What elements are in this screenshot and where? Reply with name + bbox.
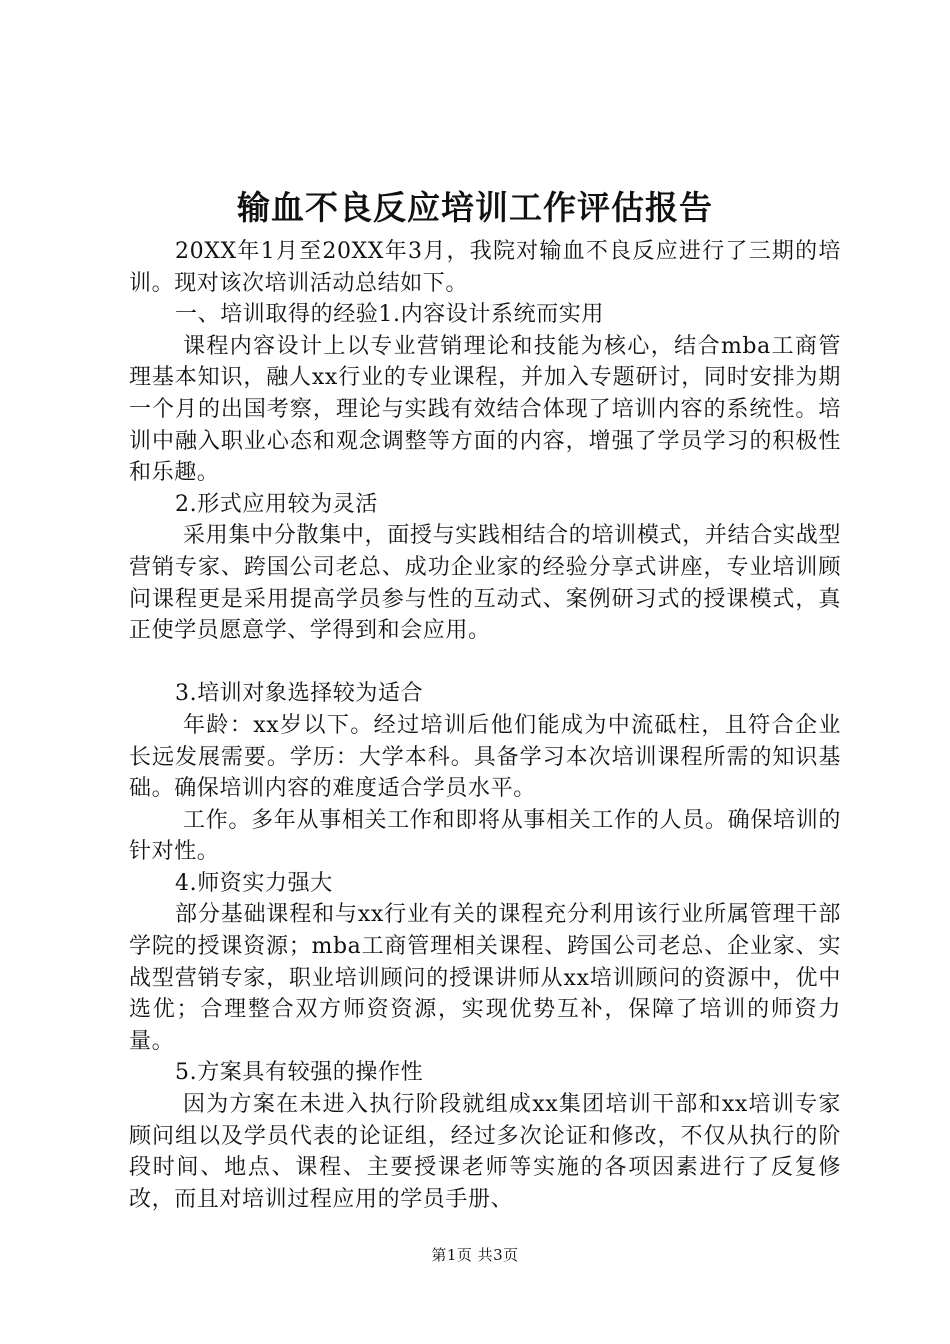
paragraph-spacer — [129, 647, 841, 679]
faculty-paragraph: 部分基础课程和与xx行业有关的课程充分利用该行业所属管理干部学院的授课资源；mba工商管理相关课程、跨国公司老总、企业家、实战型营销专家，职业培训顾问的授课讲师从xx培训顾问的资源中，优中选优；合理整合双方师资资源，实现优势互补，保障了培训的师资力量。 — [129, 902, 841, 1054]
section-heading-audience: 3.培训对象选择较为适合 — [175, 681, 424, 707]
section-heading-plan: 5.方案具有较强的操作性 — [175, 1060, 424, 1086]
document-body — [129, 236, 841, 1215]
document-title: 输血不良反应培训工作评估报告 — [237, 188, 713, 227]
section-heading-format: 2.形式应用较为灵活 — [175, 491, 378, 517]
content-design-paragraph: 课程内容设计上以专业营销理论和技能为核心，结合mba工商管理基本知识，融人xx行业的专业课程，并加入专题研讨，同时安排为期一个月的出国考察，理论与实践有效结合体现了培训内容的系统性。培训中融入职业心态和观念调整等方面的内容，增强了学员学习的积极性和乐趣。 — [129, 333, 841, 486]
audience-paragraph: 年龄：xx岁以下。经过培训后他们能成为中流砥柱，且符合企业长远发展需要。学历：大学本科。具备学习本次培训课程所需的知识基础。确保培训内容的难度适合学员水平。 — [129, 712, 841, 802]
intro-paragraph: 20XX年1月至20XX年3月，我院对输血不良反应进行了三期的培训。现对该次培训活动总结如下。 — [129, 239, 841, 296]
work-paragraph: 工作。多年从事相关工作和即将从事相关工作的人员。确保培训的针对性。 — [129, 807, 841, 865]
plan-paragraph: 因为方案在未进入执行阶段就组成xx集团培训干部和xx培训专家顾问组以及学员代表的论证组，经过多次论证和修改，不仅从执行的阶段时间、地点、课程、主要授课老师等实施的各项因素进行了反复修改，而且对培训过程应用的学员手册、 — [129, 1092, 841, 1212]
page-number-footer: 第1页 共3页 — [431, 1246, 519, 1264]
format-paragraph: 采用集中分散集中，面授与实践相结合的培训模式，并结合实战型营销专家、跨国公司老总、成功企业家的经验分享式讲座，专业培训顾问课程更是采用提高学员参与性的互动式、案例研习式的授课模式，真正使学员愿意学、学得到和会应用。 — [129, 523, 841, 644]
section-heading-experience: 一、培训取得的经验1.内容设计系统而实用 — [175, 302, 604, 328]
section-heading-faculty: 4.师资实力强大 — [175, 870, 333, 896]
